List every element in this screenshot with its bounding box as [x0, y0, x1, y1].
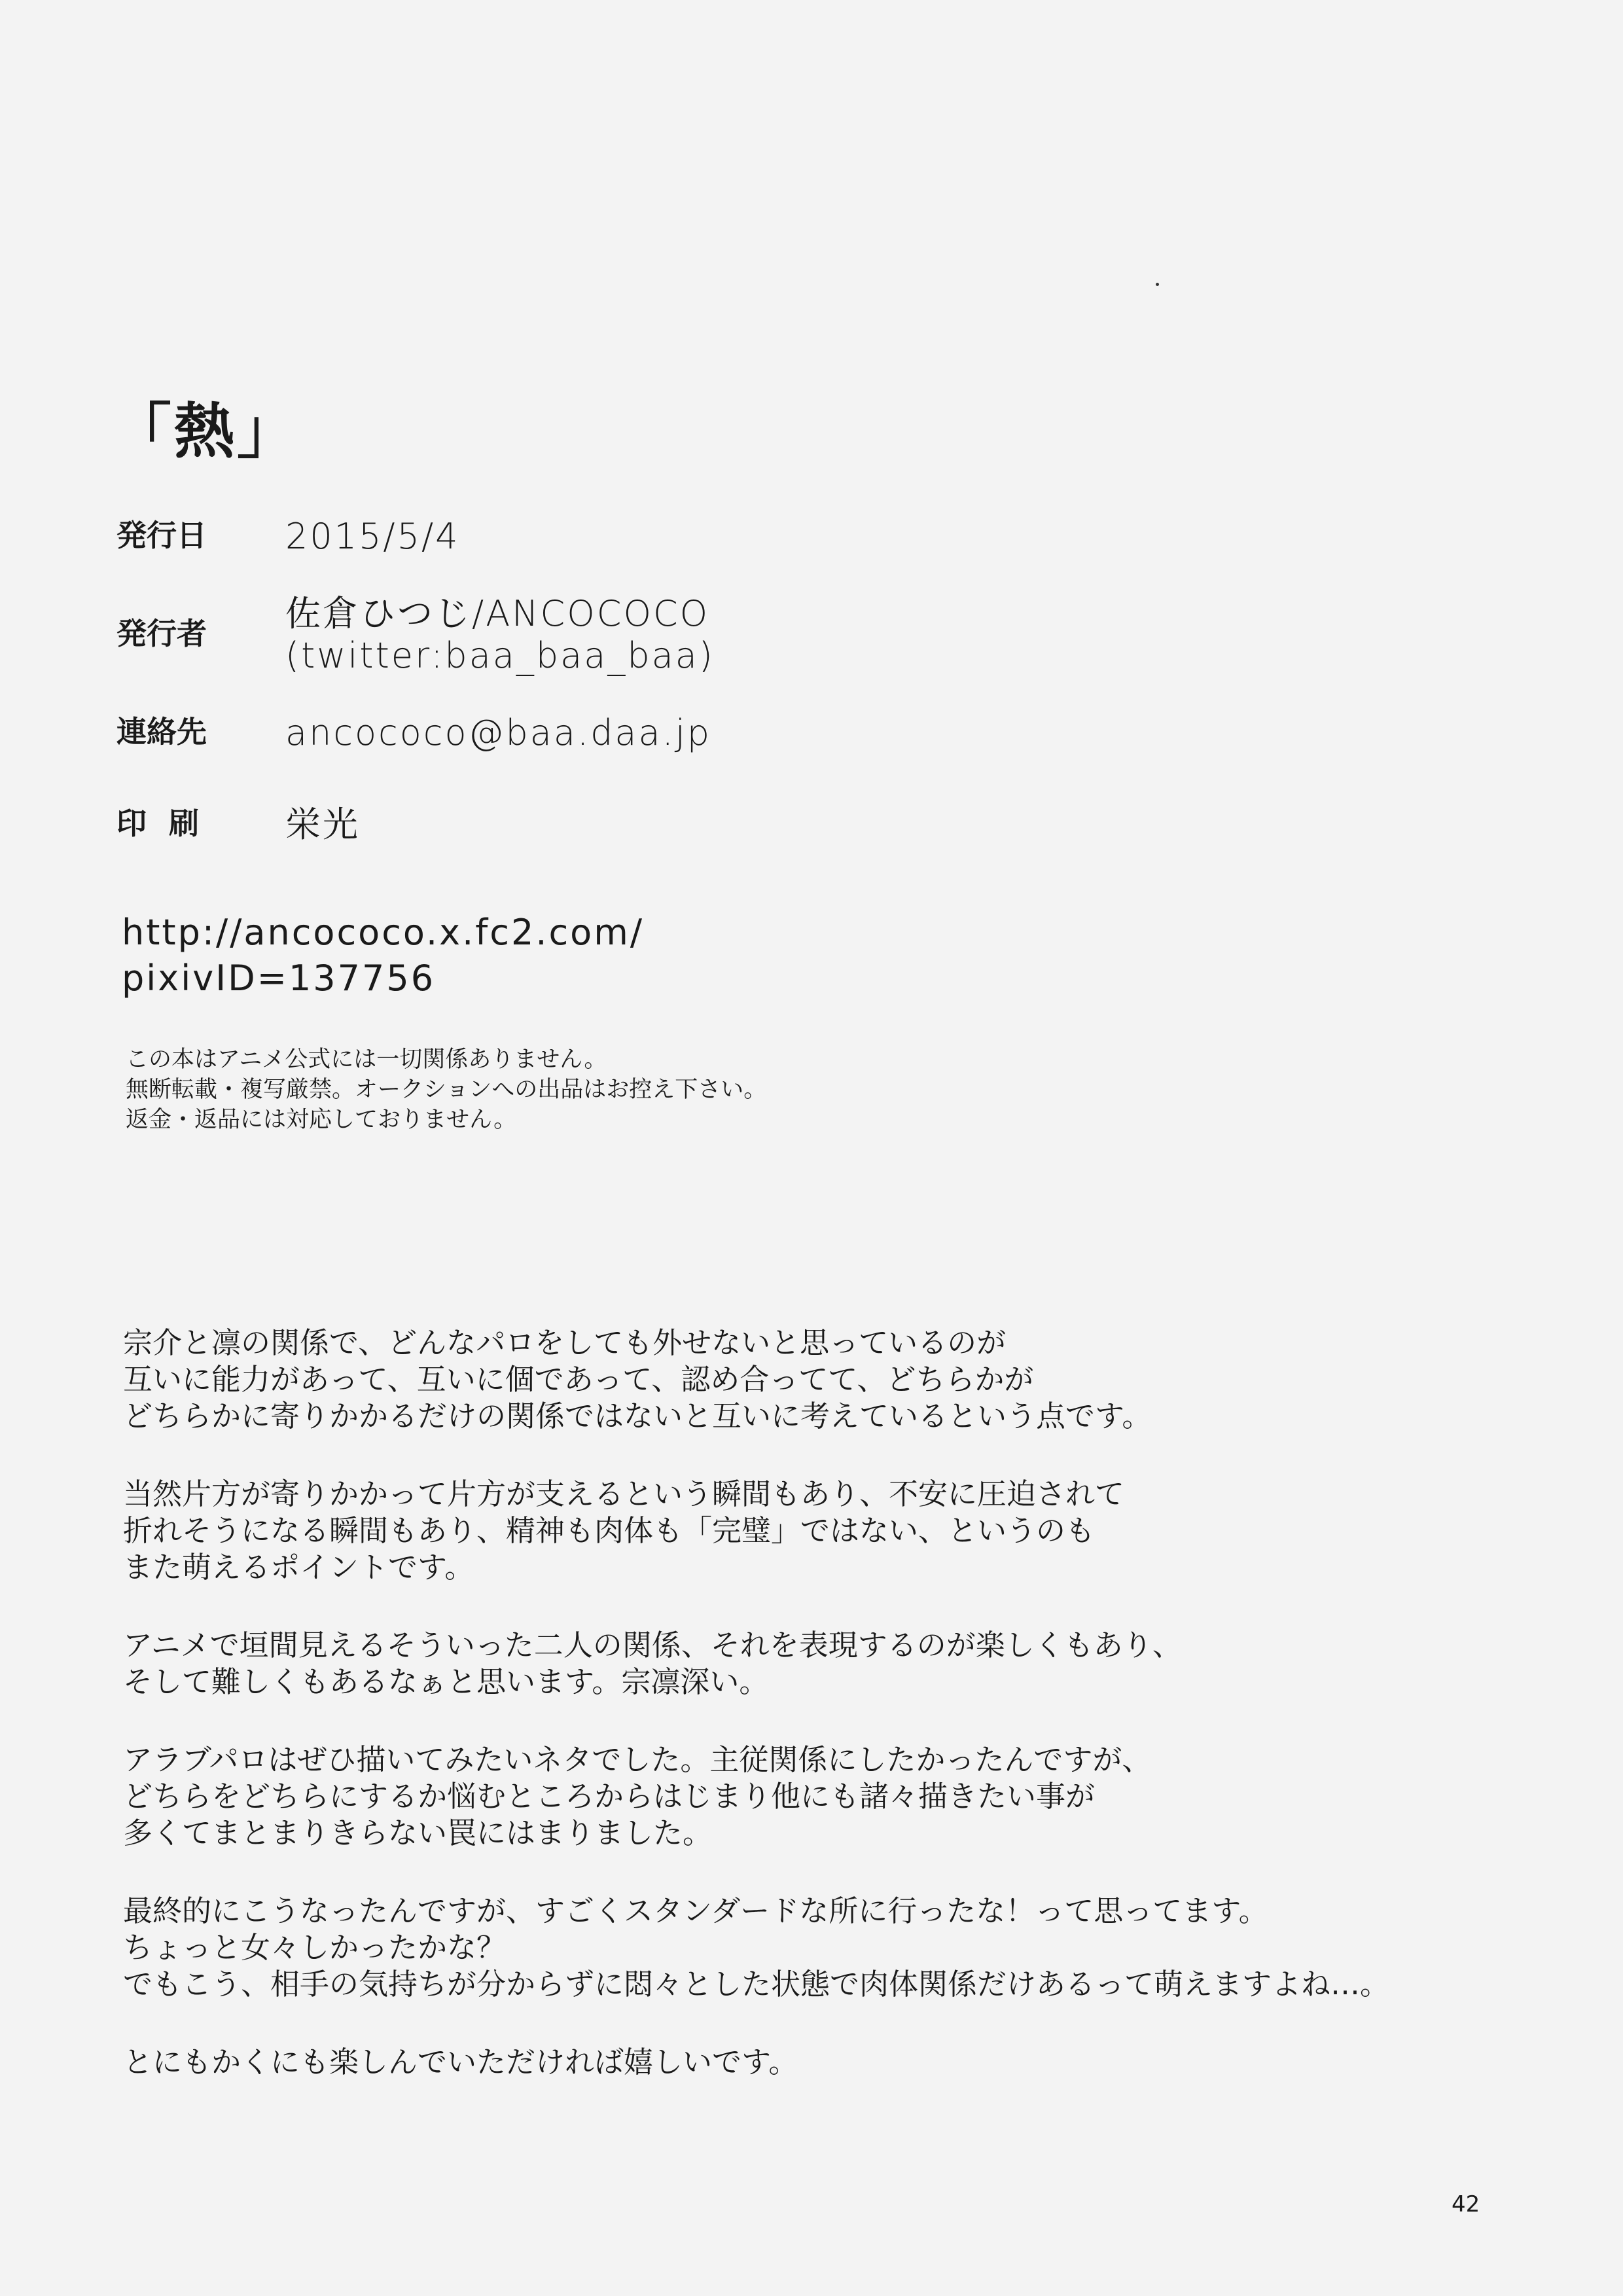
afterword-paragraph: [123, 1476, 1389, 1586]
links-block: [122, 910, 644, 1001]
afterword-line: アニメで垣間見えるそういった二人の関係、それを表現するのが楽しくもあり、: [123, 1628, 1182, 1662]
afterword-line: そして難しくもあるなぁと思います。宗凛深い。: [123, 1664, 769, 1699]
afterword-line: 折れそうになる瞬間もあり、精神も肉体も「完璧」ではない、というのも: [123, 1513, 1096, 1548]
contact-label: 連絡先: [116, 714, 207, 749]
afterword-paragraph: [123, 1627, 1389, 1700]
afterword-line: でもこう、相手の気持ちが分からずに悶々とした状態で肉体関係だけあるって萌えますよね…。: [123, 1967, 1390, 2001]
afterword-paragraph: [123, 1325, 1389, 1435]
printer-value: 栄光: [285, 804, 360, 845]
afterword-line: 最終的にこうなったんですが、すごくスタンダードな所に行ったな！って思ってます。: [123, 1893, 1268, 1928]
afterword-line: アラブパロはぜひ描いてみたいネタでした。主従関係にしたかったんですが、: [123, 1742, 1152, 1777]
disclaimer-line: 無断転載・複写厳禁。オークションへの出品はお控え下さい。: [126, 1077, 767, 1103]
website-url: http://ancococo.x.fc2.com/: [122, 912, 645, 953]
afterword-line: とにもかくにも楽しんでいただければ嬉しいです。: [123, 2045, 798, 2079]
disclaimer-line: 返金・返品には対応しておりません。: [126, 1107, 517, 1133]
issue-date-label: 発行日: [116, 518, 207, 553]
book-title: 「熱」: [111, 397, 300, 467]
issue-date-value: 2015/5/4: [285, 516, 460, 557]
printer-label: 印刷: [116, 806, 221, 841]
page-number: 42: [1452, 2191, 1480, 2217]
disclaimer-line: この本はアニメ公式には一切関係ありません。: [126, 1047, 607, 1073]
afterword-line: また萌えるポイントです。: [123, 1550, 474, 1585]
publisher-name: 佐倉ひつじ/ANCOCOCO: [285, 593, 710, 634]
disclaimer-notes: [126, 1045, 766, 1135]
contact-email: ancococo@baa.daa.jp: [285, 712, 712, 753]
publisher-twitter: (twitter:baa_baa_baa): [285, 635, 715, 676]
afterword-paragraph: [123, 2044, 1389, 2081]
afterword-line: 宗介と凛の関係で、どんなパロをしても外せないと思っているのが: [123, 1325, 1007, 1360]
afterword-line: どちらをどちらにするか悩むところからはじまり他にも諸々描きたい事が: [123, 1779, 1096, 1814]
afterword-line: どちらかに寄りかかるだけの関係ではないと互いに考えているという点です。: [123, 1399, 1152, 1433]
scan-speck: [1156, 283, 1159, 286]
publisher-label: 発行者: [116, 616, 207, 651]
afterword: [123, 1325, 1389, 2122]
afterword-line: ちょっと女々しかったかな？: [123, 1930, 507, 1965]
afterword-paragraph: [123, 1742, 1389, 1852]
afterword-line: 互いに能力があって、互いに個であって、認め合ってて、どちらかが: [123, 1362, 1034, 1397]
afterword-line: 当然片方が寄りかかって片方が支えるという瞬間もあり、不安に圧迫されて: [123, 1477, 1125, 1511]
afterword-line: 多くてまとまりきらない罠にはまりました。: [123, 1816, 713, 1850]
pixiv-id: pixivID=137756: [122, 958, 436, 999]
afterword-paragraph: [123, 1893, 1389, 2003]
